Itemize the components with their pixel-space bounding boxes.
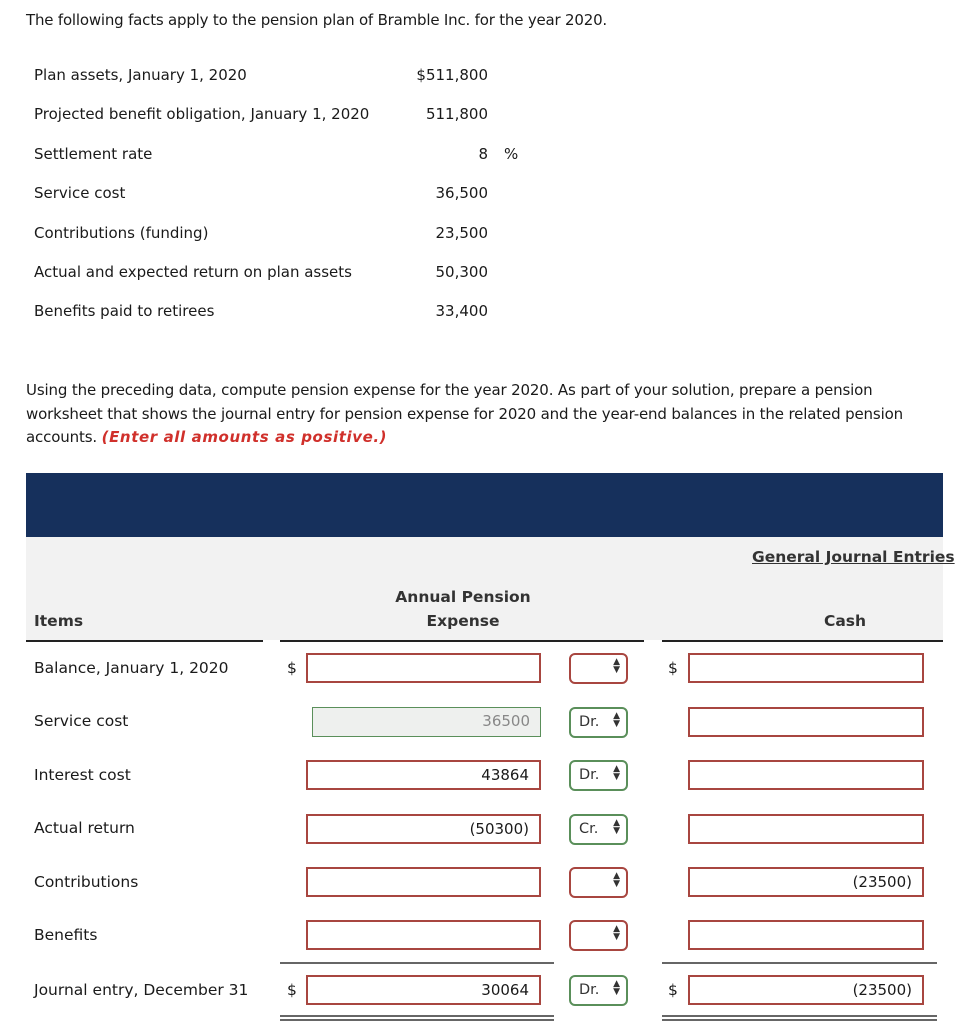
- fact-label: Service cost: [34, 184, 126, 203]
- updown-arrow-icon: ▲ ▼: [613, 764, 620, 782]
- cash-input[interactable]: [688, 653, 924, 683]
- row-label-contributions: Contributions: [34, 873, 139, 891]
- fact-row: [34, 220, 554, 259]
- question-body: Using the preceding data, compute pension expense for the year 2020. As part of your solution, prepare a pension worksheet that shows the journal entry for pension expense for 2020 and the year-end balances in the related pension accounts.: [26, 381, 903, 446]
- drcr-select[interactable]: [569, 653, 628, 684]
- fact-row: [34, 298, 554, 337]
- drcr-select-value: Dr.: [579, 982, 600, 998]
- drcr-select[interactable]: [569, 814, 628, 845]
- expense-input[interactable]: [306, 867, 541, 897]
- cash-input[interactable]: [688, 760, 924, 790]
- expense-input[interactable]: [306, 653, 541, 683]
- updown-arrow-icon: ▲ ▼: [613, 711, 620, 729]
- drcr-select[interactable]: [569, 975, 628, 1006]
- header-rule-items: [26, 640, 263, 642]
- total-rule-expense: [280, 1015, 554, 1017]
- subtotal-rule-expense: [280, 962, 554, 964]
- row-label-service-cost: Service cost: [34, 712, 129, 730]
- updown-arrow-icon: ▲ ▼: [613, 657, 620, 675]
- updown-arrow-icon: ▲ ▼: [613, 924, 620, 942]
- question-text: [26, 379, 941, 450]
- updown-arrow-icon: ▲ ▼: [613, 871, 620, 889]
- fact-row: [34, 101, 554, 140]
- fact-row: [34, 141, 554, 180]
- row-label-actual-return: Actual return: [34, 819, 135, 837]
- drcr-select-value: Cr.: [579, 821, 599, 837]
- group-header: General Journal Entries: [752, 548, 955, 566]
- fact-label: Projected benefit obligation, January 1, 2020: [34, 105, 370, 124]
- drcr-select[interactable]: [569, 867, 628, 898]
- currency-symbol: $: [668, 981, 678, 999]
- fact-value: 511,800: [425, 105, 488, 124]
- fact-value: $511,800: [416, 66, 488, 84]
- worksheet-banner: [26, 473, 943, 537]
- subtotal-rule-cash: [662, 962, 937, 964]
- column-header-expense: [380, 585, 546, 633]
- fact-label: Benefits paid to retirees: [34, 302, 215, 321]
- fact-row: [34, 62, 554, 101]
- column-header-cash: Cash: [823, 612, 867, 630]
- row-label-balance: Balance, January 1, 2020: [34, 659, 229, 677]
- total-rule-expense-double: [280, 1019, 554, 1021]
- currency-symbol: $: [287, 981, 297, 999]
- expense-input[interactable]: [306, 920, 541, 950]
- fact-row: [34, 180, 554, 219]
- expense-input[interactable]: 43864: [306, 760, 541, 790]
- cash-input[interactable]: [688, 920, 924, 950]
- fact-value: 23,500: [435, 223, 488, 242]
- cash-input[interactable]: [688, 814, 924, 844]
- drcr-select[interactable]: [569, 920, 628, 951]
- column-header-expense-line2: Expense: [426, 612, 500, 630]
- expense-input[interactable]: 36500: [312, 707, 541, 737]
- cash-input[interactable]: [688, 707, 924, 737]
- currency-symbol: $: [287, 659, 297, 677]
- drcr-select-value: Dr.: [579, 714, 600, 730]
- currency-symbol: $: [668, 659, 678, 677]
- fact-label: Plan assets, January 1, 2020: [34, 66, 247, 84]
- column-header-expense-line1: Annual Pension: [395, 588, 531, 606]
- expense-input[interactable]: (50300): [306, 814, 541, 844]
- cash-input[interactable]: (23500): [688, 867, 924, 897]
- total-rule-cash: [662, 1015, 937, 1017]
- question-instruction: (Enter all amounts as positive.): [101, 428, 388, 446]
- fact-value: 33,400: [435, 302, 488, 321]
- fact-label: Actual and expected return on plan assets: [34, 262, 352, 281]
- drcr-select-value: Dr.: [579, 767, 600, 783]
- total-rule-cash-double: [662, 1019, 937, 1021]
- expense-input[interactable]: 30064: [306, 975, 541, 1005]
- fact-value: 8: [478, 144, 488, 163]
- facts-table: [34, 62, 554, 338]
- fact-value: 50,300: [435, 262, 488, 281]
- drcr-select[interactable]: [569, 760, 628, 791]
- row-label-interest-cost: Interest cost: [34, 766, 131, 784]
- drcr-select[interactable]: [569, 707, 628, 738]
- fact-label: Contributions (funding): [34, 223, 209, 242]
- updown-arrow-icon: ▲ ▼: [613, 979, 620, 997]
- header-rule-cash: [662, 640, 943, 642]
- row-label-benefits: Benefits: [34, 926, 98, 944]
- intro-text: The following facts apply to the pension plan of Bramble Inc. for the year 2020.: [26, 11, 607, 29]
- row-label-journal-entry: Journal entry, December 31: [34, 981, 249, 999]
- cash-input[interactable]: (23500): [688, 975, 924, 1005]
- fact-label: Settlement rate: [34, 144, 153, 163]
- fact-unit: %: [504, 144, 519, 163]
- fact-value: 36,500: [435, 184, 488, 203]
- header-rule-expense: [280, 640, 644, 642]
- column-header-items: Items: [34, 612, 84, 630]
- fact-row: [34, 259, 554, 298]
- updown-arrow-icon: ▲ ▼: [613, 818, 620, 836]
